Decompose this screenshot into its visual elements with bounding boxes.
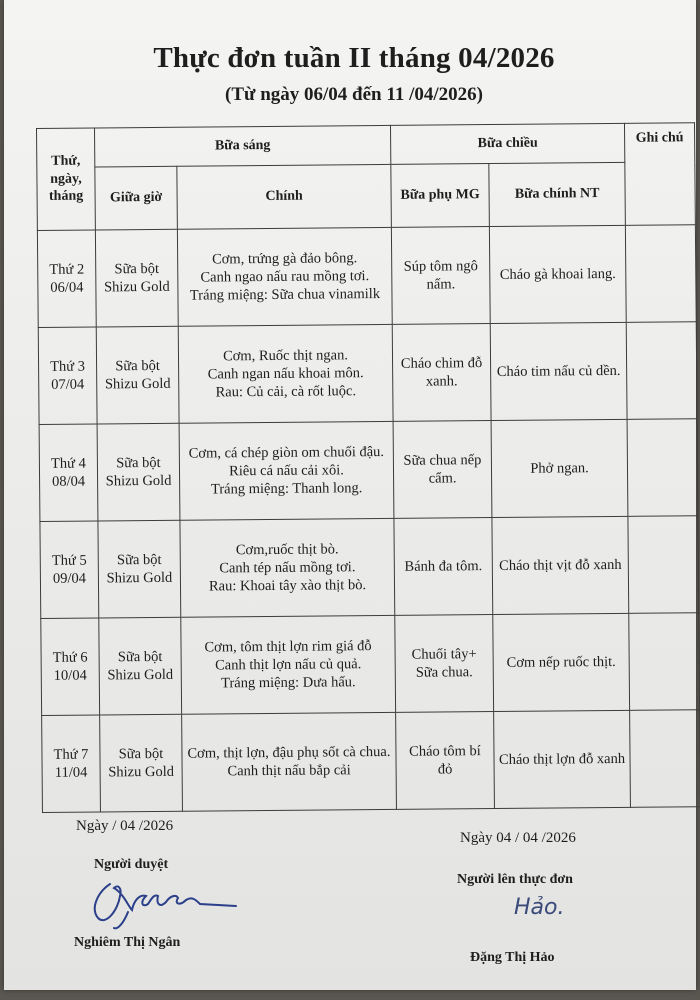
main-cell: Cơm, cá chép giòn om chuối đậu. Riêu cá nấu cải xôi. Tráng miệng: Thanh long. (179, 421, 394, 520)
header-side-mg: Bữa phụ MG (391, 164, 490, 228)
page-subtitle: (Từ ngày 06/04 đến 11 /04/2026) (225, 84, 483, 105)
midmeal-cell: Sữa bột Shizu Gold (99, 617, 182, 715)
planner-label: Người lên thực đơn (457, 872, 573, 887)
midmeal-cell: Sữa bột Shizu Gold (98, 520, 181, 618)
approval-date: Ngày / 04 /2026 (76, 818, 174, 834)
note-cell (628, 516, 699, 614)
planning-date: Ngày 04 / 04 /2026 (460, 830, 576, 846)
table-row (42, 710, 700, 813)
day-cell: Thứ 7 11/04 (42, 715, 101, 813)
table-row (39, 419, 698, 522)
main-cell: Cơm,ruốc thịt bò. Canh tép nấu mồng tơi. Rau: Khoai tây xào thịt bò. (180, 518, 395, 617)
day-cell: Thứ 5 09/04 (40, 521, 99, 619)
midmeal-cell: Sữa bột Shizu Gold (100, 714, 183, 812)
header-afternoon: Bữa chiều (391, 123, 625, 164)
main-nt-cell: Cháo tim nấu củ dền. (490, 322, 627, 420)
menu-table (36, 122, 700, 813)
side-mg-cell: Súp tôm ngô nấm. (391, 227, 490, 325)
main-nt-cell: Cháo thịt vịt đỗ xanh (492, 516, 629, 614)
main-cell: Cơm, thịt lợn, đậu phụ sốt cà chua. Canh thịt nấu bắp cải (182, 712, 397, 811)
header-midmeal: Giữa giờ (95, 166, 178, 230)
note-cell (626, 322, 697, 420)
day-cell: Thứ 3 07/04 (38, 327, 97, 425)
header-note: Ghi chú (625, 123, 696, 226)
main-nt-cell: Cơm nếp ruốc thịt. (493, 613, 630, 711)
main-cell: Cơm, trứng gà đảo bông. Canh ngao nấu rau mồng tơi. Tráng miệng: Sữa chua vinamilk (177, 227, 392, 326)
header-main-nt: Bữa chính NT (489, 162, 626, 226)
day-cell: Thứ 6 10/04 (41, 618, 100, 716)
table-row (38, 322, 697, 425)
header-breakfast: Bữa sáng (95, 125, 391, 167)
side-mg-cell: Chuối tây+ Sữa chua. (395, 615, 494, 713)
planner-signature: Hảo. (514, 895, 565, 920)
approver-name: Nghiêm Thị Ngân (74, 935, 181, 950)
midmeal-cell: Sữa bột Shizu Gold (95, 229, 178, 327)
side-mg-cell: Bánh đa tôm. (394, 518, 493, 616)
main-cell: Cơm, Ruốc thịt ngan. Canh ngan nấu khoai môn. Rau: Củ cải, cà rốt luộc. (178, 324, 393, 423)
side-mg-cell: Cháo chim đỗ xanh. (392, 324, 491, 422)
note-cell (629, 613, 700, 711)
main-nt-cell: Cháo gà khoai lang. (489, 225, 626, 323)
table-row (37, 225, 696, 328)
main-nt-cell: Phở ngan. (491, 419, 628, 517)
document-page (4, 0, 696, 990)
main-nt-cell: Cháo thịt lợn đỗ xanh (494, 710, 631, 808)
side-mg-cell: Cháo tôm bí đỏ (396, 712, 495, 810)
day-cell: Thứ 4 08/04 (39, 424, 98, 522)
midmeal-cell: Sữa bột Shizu Gold (97, 423, 180, 521)
midmeal-cell: Sữa bột Shizu Gold (96, 326, 179, 424)
page-title: Thực đơn tuần II tháng 04/2026 (153, 42, 555, 74)
table-row (40, 516, 699, 619)
table-row (41, 613, 700, 716)
header-main: Chính (177, 164, 392, 229)
approver-signature (88, 870, 238, 932)
note-cell (630, 710, 700, 808)
approver-label: Người duyệt (94, 857, 169, 872)
header-day: Thứ, ngày, tháng (37, 128, 96, 231)
note-cell (625, 225, 696, 323)
main-cell: Cơm, tôm thịt lợn rim giá đỗ Canh thịt lợn nấu củ quả. Tráng miệng: Dưa hấu. (181, 615, 396, 714)
planner-name: Đặng Thị Hảo (470, 950, 555, 965)
day-cell: Thứ 2 06/04 (37, 230, 96, 328)
side-mg-cell: Sữa chua nếp cẩm. (393, 421, 492, 519)
note-cell (627, 419, 698, 517)
